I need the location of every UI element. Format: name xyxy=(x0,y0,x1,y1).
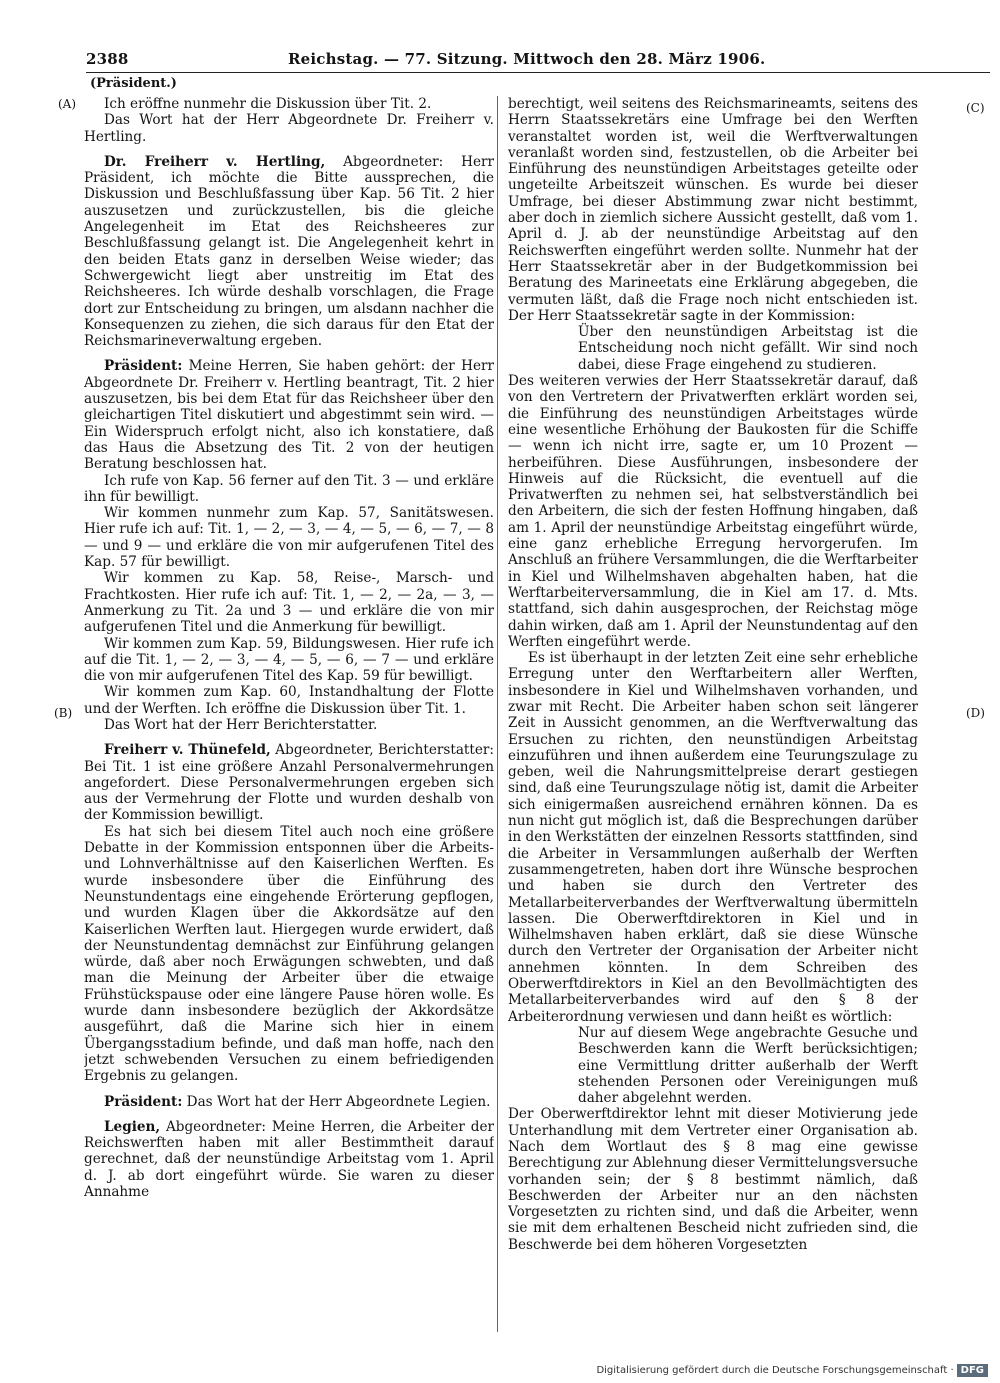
speaker-name: Legien, xyxy=(104,1118,161,1135)
left-column xyxy=(84,96,494,1332)
dfg-logo: DFG xyxy=(957,1364,988,1377)
speaker-name: Präsident: xyxy=(104,1093,183,1110)
paragraph: Das Wort hat der Herr Berichterstatter. xyxy=(104,716,378,733)
speech-praesident xyxy=(84,1094,494,1110)
margin-mark-d: (D) xyxy=(966,706,985,720)
block-quote: Nur auf diesem Wege angebrachte Gesuche und Beschwerden kann die Werft berücksichtigen; eine Vermittlung dritter außerhalb der Werft stehenden Personen oder Vereinigungen muß daher abgelehnt werden. xyxy=(578,1024,918,1107)
right-column xyxy=(508,96,918,1332)
page-number: 2388 xyxy=(86,50,129,68)
speech-text: Abgeordneter, Berichterstatter: Bei Tit. 1 ist eine größere Anzahl Personalvermehrungen angefordert. Diese Personalvermehrungen ergeben sich aus der Vermehrung der Flotte und wurden deshalb von der Kommission bewilligt. xyxy=(84,742,494,824)
column-divider xyxy=(497,96,498,1332)
page-header xyxy=(78,48,998,72)
paragraph: Wir kommen zu Kap. 58, Reise-, Marsch- und Frachtkosten. Hier rufe ich auf: Tit. 1, — 2, — 2a, — 3, — Anmerkung zu Tit. 2a und 3 — und erkläre die von mir aufgerufenen Titel und die Anmerkung für bewilligt. xyxy=(84,570,494,636)
speaker-name: Präsident: xyxy=(104,358,183,375)
margin-mark-b: (B) xyxy=(54,706,73,720)
running-title: Reichstag. — 77. Sitzung. Mittwoch den 28. März 1906. xyxy=(288,50,766,68)
speech-text: Das Wort hat der Herr Abgeordnete Legien. xyxy=(182,1093,491,1110)
speaker-name: Freiherr v. Thünefeld, xyxy=(104,742,271,759)
speech-text: Meine Herren, Sie haben gehört: der Herr Abgeordnete Dr. Freiherr v. Hertling beantragt, Tit. 2 hier auszusetzen, bis bei dem Etat für das Reichsheer über den gleichartigen Titel diskutiert und abgestimmt sein wird. — Ein Widerspruch erfolgt nicht, also ich konstatiere, daß das Haus die Absetzung des Tit. 2 von der heutigen Beratung beschlossen hat. xyxy=(84,358,494,473)
digitization-credit xyxy=(596,1364,988,1377)
paragraph: Ich rufe von Kap. 56 ferner auf den Tit. 3 — und erkläre ihn für bewilligt. xyxy=(84,472,494,505)
paragraph: Es ist überhaupt in der letzten Zeit eine sehr erhebliche Erregung unter den Werftarbeitern aller Werften, insbesondere in Kiel und Wilhelmshaven vorhanden, und zwar mit Recht. Die Arbeiter haben schon seit längerer Zeit in Aussicht genommen, an die Werftverwaltung das Ersuchen zu richten, den neunstündigen Arbeitstag einzuführen und ihnen außerdem eine Teurungszulage zu geben, weil die Nahrungsmittelpreise derart gestiegen sind, daß eine Teurungszulage nötig ist, damit die Arbeiter sich einigermaßen ausreichend ernähren können. Da es nun nicht gut möglich ist, daß die Besprechungen darüber in den Werkstätten der einzelnen Ressorts stattfinden, sind die Arbeiter in Versammlungen außerhalb der Werften zusammengetreten, haben dort ihre Wünsche besprochen und haben sie durch den Vertreter des Metallarbeiterverbandes der Werftverwaltung übermitteln lassen. Die Oberwerftdirektoren in Kiel und in Wilhelmshaven haben erklärt, daß sie diese Wünsche durch den Vertreter der Organisation der Arbeiter nicht annehmen könnten. In dem Schreiben des Oberwerftdirektors in Kiel an den Bevollmächtigten des Metallarbeiterverbandes wird auf den § 8 der Arbeiterordnung verwiesen und dann heißt es wörtlich: xyxy=(508,650,918,1025)
speaker-name: Dr. Freiherr v. Hertling, xyxy=(104,153,326,170)
credit-text: Digitalisierung gefördert durch die Deutsche Forschungsgemeinschaft · xyxy=(596,1365,954,1376)
paragraph: berechtigt, weil seitens des Reichsmarineamts, seitens des Herrn Staatssekretärs eine Umfrage bei den Werften veranstaltet worden ist, weil die Werftverwaltungen veranlaßt worden sind, festzustellen, ob die Arbeiter bei Einführung des neunstündigen Arbeitstages geteilte oder ungeteilte Arbeitszeit wünschen. Es wurde bei dieser Umfrage, bei dieser Abstimmung zwar nicht bestimmt, aber doch in ziemlich sichere Aussicht gestellt, daß vom 1. April d. J. ab der neunstündige Arbeitstag auf den Reichswerften eingeführt werden sollte. Nunmehr hat der Herr Staatssekretär aber in der Budgetkommission bei Beratung des Marineetats eine Erklärung abgegeben, die vermuten läßt, daß die Frage noch nicht entschieden ist. Der Herr Staatssekretär sagte in der Kommission: xyxy=(508,96,918,324)
speech-legien xyxy=(84,1119,494,1200)
speech-hertling xyxy=(84,154,494,350)
margin-mark-c: (C) xyxy=(966,101,985,115)
speech-praesident xyxy=(84,358,494,472)
paragraph: Des weiteren verwies der Herr Staatssekretär darauf, daß von den Vertretern der Privatwerften erklärt worden sei, die Einführung des neunstündigen Arbeitstages würde eine wesentliche Erhöhung der Baukosten für die Schiffe — wenn ich nicht irre, sagte er, um 10 Prozent — herbeiführen. Diese Ausführungen, insbesondere der Hinweis auf die Rücksicht, die eventuell auf die Privatwerften zu nehmen sei, hat selbstverständlich bei den Arbeitern, die sich der festen Hoffnung hingaben, daß am 1. April der neunstündige Arbeitstag eingeführt würde, eine ganz erhebliche Erregung hervorgerufen. Im Anschluß an frühere Versammlungen, die die Werftarbeiter in Kiel und Wilhelmshaven abgehalten haben, hat die Werftarbeiterversammlung, die in Kiel am 17. d. Mts. stattfand, sich dahin ausgesprochen, der Reichstag möge dahin wirken, daß am 1. April der Neunstundentag auf den Werften eingeführt werde. xyxy=(508,373,918,650)
paragraph: Der Oberwerftdirektor lehnt mit dieser Motivierung jede Unterhandlung mit dem Vertreter einer Organisation ab. Nach dem Wortlaut des § 8 mag eine gewisse Berechtigung zur Ablehnung dieser Vermittelungsversuche vorhanden sein; der § 8 bestimmt nämlich, daß Beschwerden der Arbeiter nur an den nächsten Vorgesetzten zu richten sind, und daß die Arbeiter, wenn sie mit dem erhaltenen Bescheid nicht zufrieden sind, die Beschwerde bei dem höheren Vorgesetzten xyxy=(508,1106,918,1253)
paragraph: Das Wort hat der Herr Abgeordnete Dr. Freiherr v. Hertling. xyxy=(84,112,494,145)
speech-text: Abgeordneter: Meine Herren, die Arbeiter der Reichswerften haben mit aller Bestimmtheit darauf gerechnet, daß der neunstündige Arbeitstag vom 1. April d. J. ab dort eingeführt würde. Sie waren zu dieser Annahme xyxy=(84,1118,494,1200)
paragraph: Wir kommen zum Kap. 60, Instandhaltung der Flotte und der Werften. Ich eröffne die Diskussion über Tit. 1. xyxy=(84,684,494,717)
paragraph: Ich eröffne nunmehr die Diskussion über Tit. 2. xyxy=(104,96,432,112)
paragraph: Wir kommen nunmehr zum Kap. 57, Sanitätswesen. Hier rufe ich auf: Tit. 1, — 2, — 3, — 4, — 5, — 6, — 7, — 8 — und 9 — und erkläre die von mir aufgerufenen Titel des Kap. 57 für bewilligt. xyxy=(84,505,494,571)
section-label: (Präsident.) xyxy=(90,76,177,91)
block-quote: Über den neunstündigen Arbeitstag ist die Entscheidung noch nicht gefällt. Wir sind noch dabei, diese Frage eingehend zu studieren. xyxy=(578,324,918,373)
speech-text: Abgeordneter: Herr Präsident, ich möchte die Bitte aussprechen, die Diskussion und Beschlußfassung über Kap. 56 Tit. 2 hier auszusetzen und zurückzustellen, bis die gleiche Angelegenheit im Etat des Reichsheeres zur Beschlußfassung gelangt ist. Die Angelegenheit kehrt in den beiden Etats ganz in derselben Weise wieder; das Schwergewicht liegt aber unstreitig im Etat des Reichsheeres. Ich würde deshalb vorschlagen, die Frage dort zur Entscheidung zu bringen, um alsdann nachher die Konsequenzen zu ziehen, die sich daraus für den Etat der Reichsmarineverwaltung ergeben. xyxy=(84,153,494,350)
paragraph: Wir kommen zum Kap. 59, Bildungswesen. Hier rufe ich auf die Tit. 1, — 2, — 3, — 4, — 5, — 6, — 7 — und erkläre die von mir aufgerufenen Titel des Kap. 59 für bewilligt. xyxy=(84,635,494,685)
margin-mark-a: (A) xyxy=(58,97,77,111)
header-rule xyxy=(86,72,990,73)
paragraph: Es hat sich bei diesem Titel auch noch eine größere Debatte in der Kommission entsponnen über die Arbeits- und Lohnverhältnisse auf den Kaiserlichen Werften. Es wurde insbesondere über die Einführung des Neunstundentags eine eingehende Erörterung gepflogen, und wurden Klagen über die Akkordsätze auf den Kaiserlichen Werften laut. Hiergegen wurde erwidert, daß der Neunstundentag demnächst zur Einführung gelangen würde, daß aber noch Erwägungen schwebten, und daß man die Meinung der Arbeiter über die etwaige Frühstückspause oder eine längere Pause hören wolle. Es wurde dann insbesondere bezüglich der Akkordsätze ausgeführt, daß die Marine sich hier in einem Übergangsstadium befinde, und daß man hoffe, nach den jetzt schwebenden Versuchen zu einem befriedigenden Ergebnis zu gelangen. xyxy=(84,823,494,1085)
speech-thuenefeld xyxy=(84,742,494,823)
